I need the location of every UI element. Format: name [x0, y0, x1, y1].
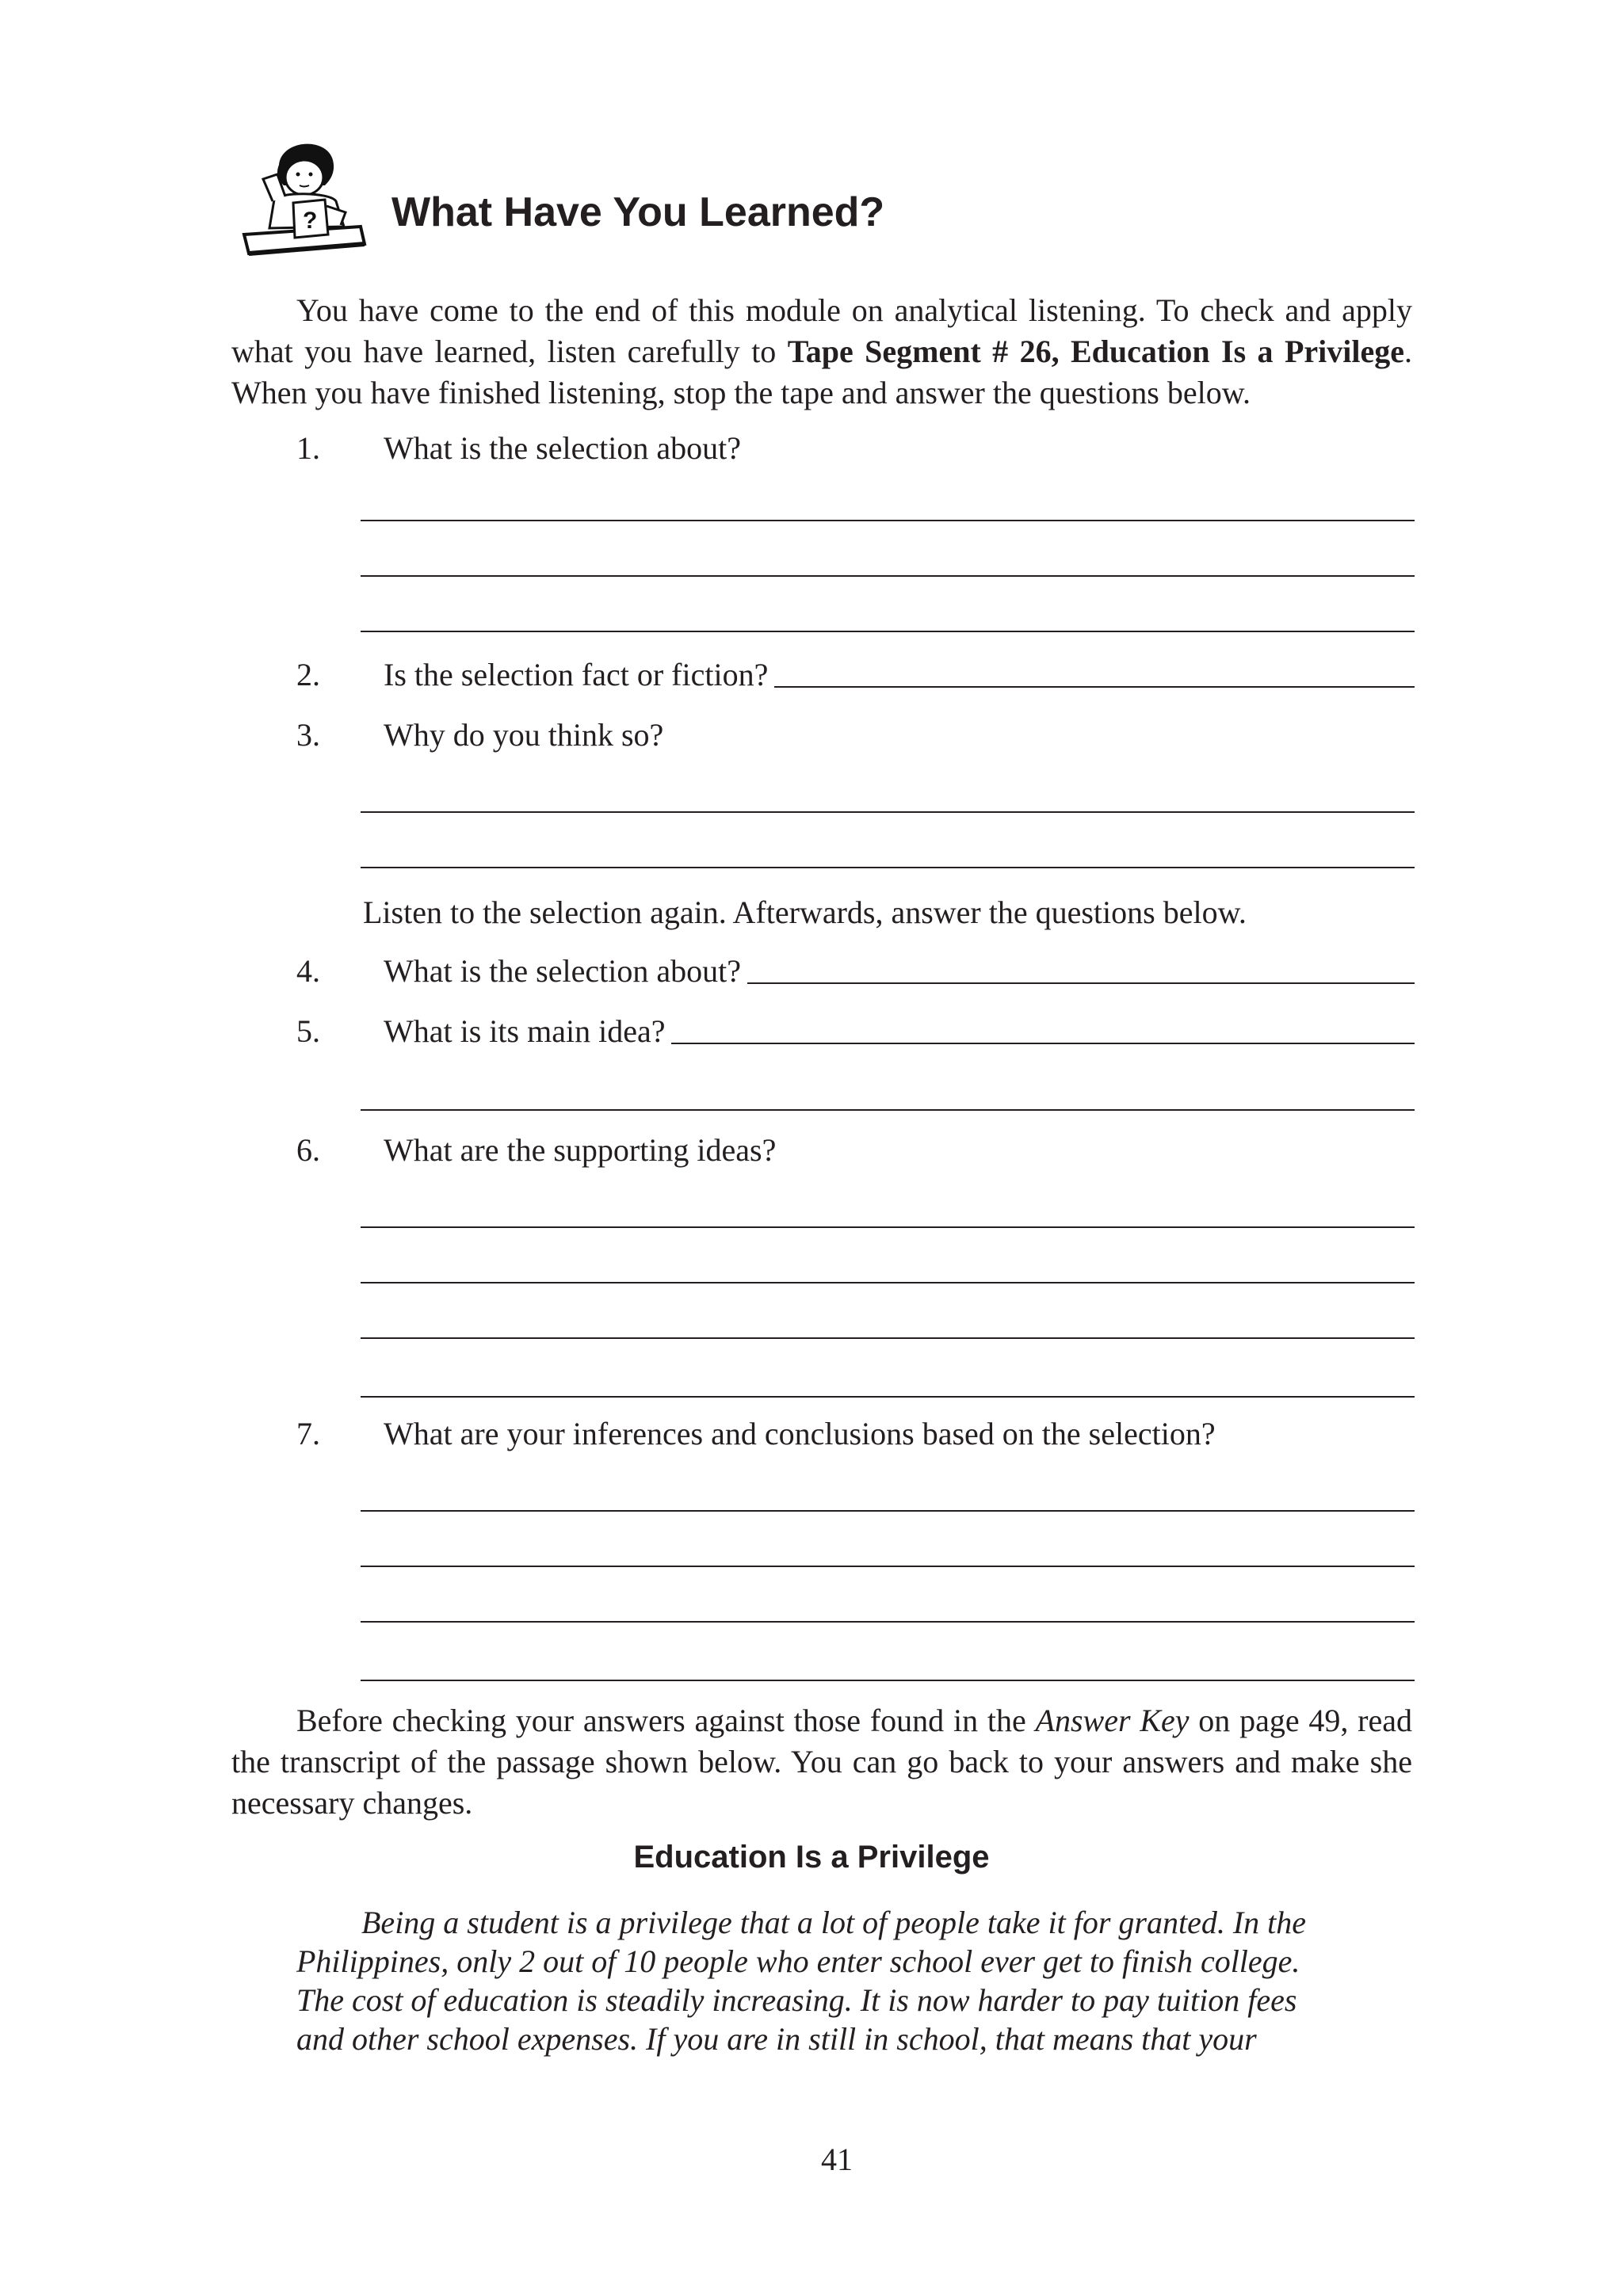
answer-line[interactable]	[361, 1109, 1415, 1111]
question-number: 5.	[296, 1013, 320, 1049]
answer-line[interactable]	[361, 520, 1415, 521]
passage-line: Philippines, only 2 out of 10 people who enter school ever get to finish college.	[296, 1943, 1300, 1979]
question-number: 1.	[296, 430, 320, 466]
answer-line[interactable]	[361, 1226, 1415, 1228]
question-text: Is the selection fact or fiction?	[384, 657, 769, 692]
answer-line[interactable]	[361, 1282, 1415, 1283]
question-1	[296, 428, 741, 469]
answer-line[interactable]	[361, 575, 1415, 577]
passage-line: Being a student is a privilege that a lot of people take it for granted. In the	[361, 1905, 1307, 1940]
answer-line[interactable]	[774, 686, 1415, 688]
answer-line[interactable]	[361, 1680, 1415, 1681]
question-text: What is the selection about?	[384, 430, 741, 466]
question-5	[296, 1011, 1415, 1052]
question-6	[296, 1130, 776, 1171]
passage-transcript	[296, 1903, 1414, 2058]
closing-paragraph	[231, 1700, 1412, 1824]
answer-line[interactable]	[361, 631, 1415, 632]
answer-line[interactable]	[361, 1337, 1415, 1339]
page-title: What Have You Learned?	[391, 189, 885, 235]
question-number: 6.	[296, 1132, 320, 1168]
question-7	[296, 1413, 1216, 1455]
closing-text-1: Before checking your answers against those found in the	[296, 1703, 1036, 1738]
question-number: 4.	[296, 953, 320, 989]
question-text: What are your inferences and conclusions based on the selection?	[384, 1416, 1216, 1451]
question-number: 7.	[296, 1416, 320, 1451]
intro-text-1: You have come to the end of this module on analytical listening. To check and apply what you have learned, listen carefully to	[231, 292, 1412, 369]
answer-line[interactable]	[747, 982, 1415, 984]
question-number: 2.	[296, 657, 320, 692]
closing-text-2: on page 49, read the transcript of the passage shown below. You can go back to your answers and make she necessary changes.	[231, 1703, 1413, 1821]
page-number: 41	[821, 2142, 853, 2177]
answer-line[interactable]	[361, 1510, 1415, 1512]
tape-segment-reference: Tape Segment # 26, Education Is a Privilege	[787, 334, 1404, 369]
answer-line[interactable]	[361, 867, 1415, 868]
answer-line[interactable]	[361, 811, 1415, 813]
question-4	[296, 951, 1415, 992]
listen-again-instruction: Listen to the selection again. Afterwards, answer the questions below.	[363, 894, 1247, 930]
passage-title: Education Is a Privilege	[633, 1840, 990, 1875]
passage-line: and other school expenses. If you are in still in school, that means that your	[296, 2021, 1257, 2057]
question-number: 3.	[296, 717, 320, 753]
intro-text-2: . When you have finished listening, stop the tape and answer the questions below.	[231, 334, 1412, 410]
answer-line[interactable]	[671, 1043, 1415, 1044]
svg-text:?: ?	[303, 208, 318, 234]
question-text: What are the supporting ideas?	[384, 1132, 777, 1168]
question-text: What is its main idea?	[384, 1013, 666, 1049]
passage-line: The cost of education is steadily increasing. It is now harder to pay tuition fees	[296, 1982, 1297, 2018]
answer-line[interactable]	[361, 1621, 1415, 1623]
question-text: What is the selection about?	[384, 953, 741, 989]
thinking-student-icon	[238, 133, 369, 260]
question-3	[296, 715, 663, 756]
question-text: Why do you think so?	[384, 717, 664, 753]
answer-key-reference: Answer Key	[1035, 1703, 1190, 1738]
intro-paragraph	[231, 290, 1412, 414]
answer-line[interactable]	[361, 1396, 1415, 1398]
question-2	[296, 654, 1415, 696]
answer-line[interactable]	[361, 1566, 1415, 1567]
